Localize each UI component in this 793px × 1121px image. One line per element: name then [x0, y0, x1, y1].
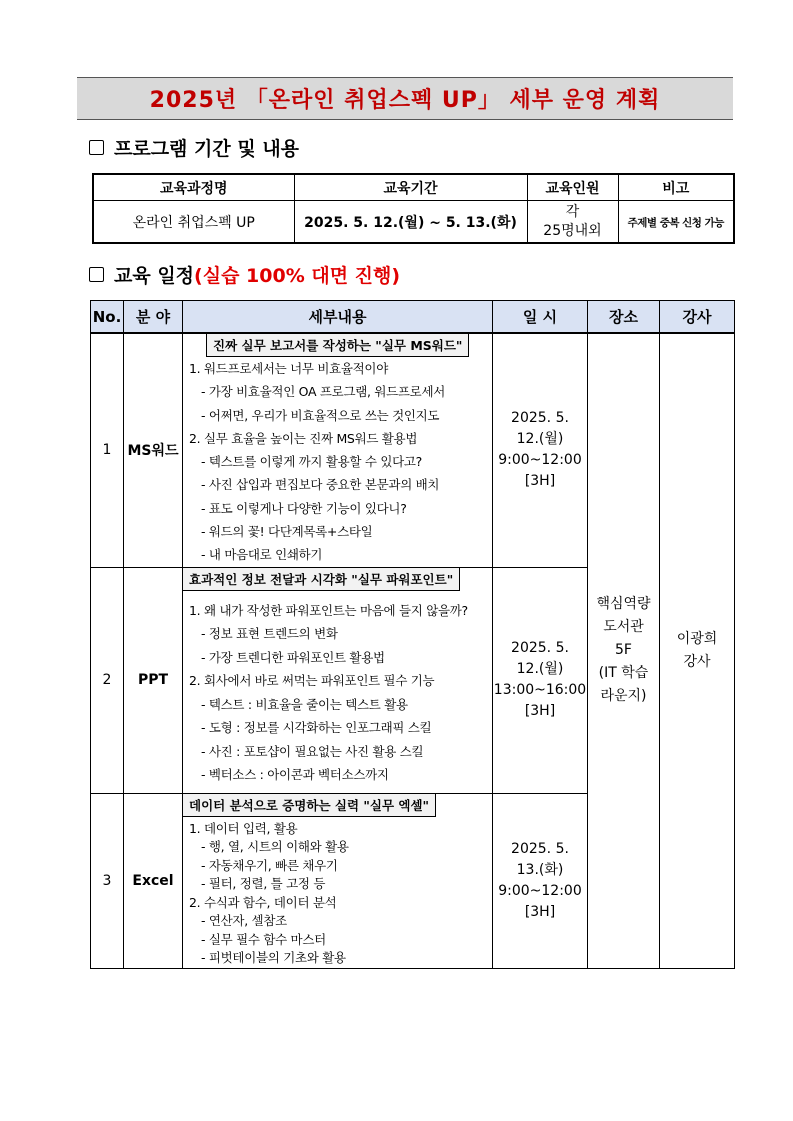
- row-content: [183, 567, 493, 793]
- content-line: - 도형 : 정보를 시각화하는 인포그래픽 스킬: [201, 720, 432, 736]
- content-line: - 내 마음대로 인쇄하기: [201, 547, 323, 563]
- date-line: [3H]: [524, 703, 556, 720]
- content-line: - 텍스트 : 비효율을 줄이는 텍스트 활용: [201, 696, 408, 712]
- date-line: 9:00~12:00: [498, 882, 582, 899]
- schedule-heading-highlight: (실습 100% 대면 진행): [194, 265, 401, 287]
- header-period: 교육기간: [294, 174, 527, 201]
- teacher-cell: [660, 333, 735, 968]
- course-period-text: 2025. 5. 12.(월) ~ 5. 13.(화): [304, 214, 517, 231]
- row-date: [493, 567, 588, 793]
- header-date: 일 시: [493, 301, 588, 334]
- course-title: 데이터 분석으로 증명하는 실력 "실무 엑셀": [182, 793, 436, 817]
- content-line: 2. 수식과 함수, 데이터 분석: [189, 894, 337, 910]
- content-line: - 사진 삽입과 편집보다 중요한 본문과의 배치: [201, 477, 440, 493]
- content-line: 1. 왜 내가 작성한 파워포인트는 마음에 들지 않을까?: [189, 602, 468, 618]
- place-line: 라운지): [600, 688, 647, 705]
- checkbox-icon: [89, 267, 104, 282]
- content-line: - 텍스트를 이렇게 까지 활용할 수 있다고?: [201, 454, 422, 470]
- row-field: PPT: [124, 567, 183, 793]
- row-field: MS워드: [124, 333, 183, 567]
- header-field: 분 야: [124, 301, 183, 334]
- row-content: [183, 333, 493, 567]
- program-section-heading: [89, 134, 299, 161]
- title-bar: [77, 77, 733, 120]
- course-period: [294, 201, 527, 244]
- date-line: 9:00~12:00: [498, 452, 582, 469]
- course-name: 온라인 취업스펙 UP: [93, 201, 294, 244]
- course-note: [618, 201, 734, 244]
- schedule-heading-text: 교육 일정: [114, 265, 195, 287]
- schedule-section-heading: [89, 261, 400, 288]
- teacher-line: 강사: [683, 653, 711, 670]
- row-field: Excel: [124, 793, 183, 968]
- header-capacity: 교육인원: [527, 174, 618, 201]
- content-line: - 가장 트렌디한 파워포인트 활용법: [201, 649, 385, 665]
- date-line: [3H]: [524, 903, 556, 920]
- content-line: - 필터, 정렬, 틀 고정 등: [201, 876, 326, 892]
- program-row: [93, 201, 734, 244]
- place-line: 5F: [615, 642, 632, 659]
- date-line: 2025. 5.: [511, 640, 569, 657]
- content-line: - 연산자, 셀참조: [201, 913, 287, 929]
- header-note: 비고: [618, 174, 734, 201]
- row-content: [183, 793, 493, 968]
- row-no: 2: [91, 567, 124, 793]
- program-heading-text: 프로그램 기간 및 내용: [114, 138, 300, 160]
- content-line: - 벡터소스 : 아이콘과 벡터소스까지: [201, 767, 389, 783]
- header-content: 세부내용: [183, 301, 493, 334]
- content-line: - 실무 필수 함수 마스터: [201, 931, 326, 947]
- content-line: 2. 실무 효율을 높이는 진짜 MS워드 활용법: [189, 430, 418, 446]
- capacity-line2: 25명내외: [543, 222, 602, 239]
- content-line: - 자동채우기, 빠른 채우기: [201, 857, 338, 873]
- course-title: 진짜 실무 보고서를 작성하는 "실무 MS워드": [206, 333, 469, 357]
- header-place: 장소: [588, 301, 660, 334]
- content-line: - 피벗테이블의 기초와 활용: [201, 950, 346, 966]
- course-title: 효과적인 정보 전달과 시각화 "실무 파워포인트": [182, 567, 460, 591]
- date-line: 13:00~16:00: [493, 682, 587, 699]
- date-line: 12.(월): [516, 431, 564, 448]
- date-line: 13.(화): [516, 861, 564, 878]
- course-capacity: [527, 201, 618, 244]
- checkbox-icon: [89, 140, 104, 155]
- program-header-row: [93, 174, 734, 201]
- content-line: 1. 워드프로세서는 너무 비효율적이야: [189, 361, 388, 376]
- page-title: 2025년 「온라인 취업스펙 UP」 세부 운영 계획: [149, 88, 661, 113]
- note-text: 주제별 중복 신청 가능: [627, 216, 724, 229]
- content-line: - 사진 : 포토샵이 필요없는 사진 활용 스킬: [201, 743, 424, 759]
- schedule-table: [90, 300, 735, 969]
- content-line: - 정보 표현 트렌드의 변화: [201, 626, 338, 642]
- date-line: 2025. 5.: [511, 840, 569, 857]
- program-table: [92, 173, 735, 244]
- header-no: No.: [91, 301, 124, 334]
- header-course: 교육과정명: [93, 174, 294, 201]
- content-line: - 행, 열, 시트의 이해와 활용: [201, 839, 349, 855]
- date-line: 12.(월): [516, 661, 564, 678]
- table-row: [91, 333, 735, 567]
- content-line: - 워드의 꽃! 다단계목록+스타일: [201, 524, 373, 540]
- place-line: 핵심역량: [596, 596, 651, 613]
- content-line: - 어쩌면, 우리가 비효율적으로 쓰는 것인지도: [201, 407, 440, 423]
- place-line: 도서관: [603, 619, 644, 636]
- content-line: - 표도 이렇게나 다양한 기능이 있다니?: [201, 500, 407, 516]
- place-cell: [588, 333, 660, 968]
- teacher-line: 이광희: [676, 630, 718, 647]
- place-line: (IT 학습: [598, 665, 649, 682]
- row-no: 1: [91, 333, 124, 567]
- content-line: 1. 데이터 입력, 활용: [189, 820, 298, 836]
- content-line: - 가장 비효율적인 OA 프로그램, 워드프로세서: [201, 384, 445, 400]
- row-no: 3: [91, 793, 124, 968]
- header-teacher: 강사: [660, 301, 735, 334]
- row-date: [493, 793, 588, 968]
- row-date: [493, 333, 588, 567]
- schedule-header-row: [91, 301, 735, 334]
- content-line: 2. 회사에서 바로 써먹는 파워포인트 필수 기능: [189, 673, 435, 689]
- date-line: [3H]: [524, 473, 556, 490]
- capacity-line1: 각: [565, 203, 580, 220]
- date-line: 2025. 5.: [511, 410, 569, 427]
